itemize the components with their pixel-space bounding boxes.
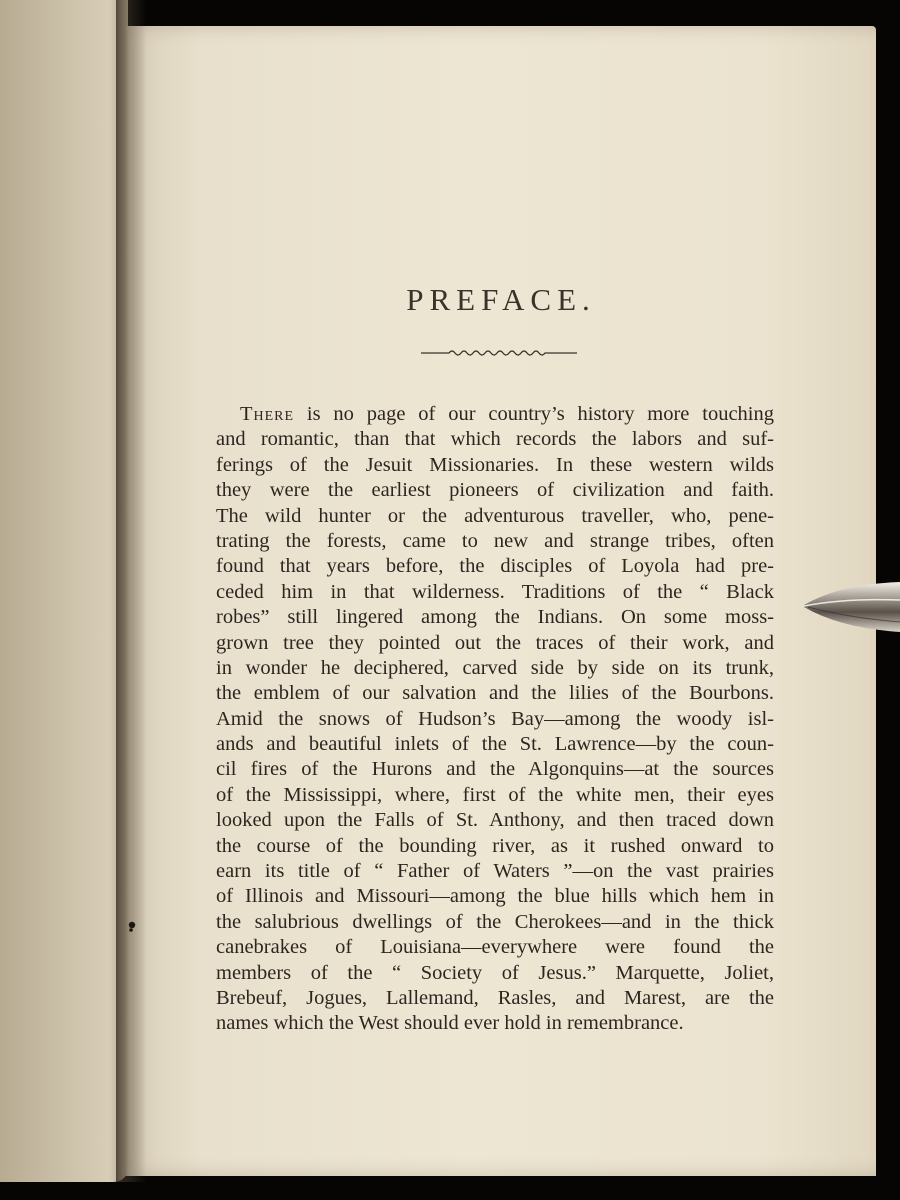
- text-line: ands and beautiful inlets of the St. Lawrence—by the coun-: [216, 733, 774, 756]
- text-line: they were the earliest pioneers of civilization and faith.: [216, 479, 774, 502]
- text-line: the salubrious dwellings of the Cherokees—and in the thick: [216, 910, 774, 933]
- text-line: found that years before, the disciples of Loyola had pre-: [216, 555, 774, 578]
- text-line: earn its title of “ Father of Waters ”—on the vast prairies: [216, 860, 774, 883]
- text-line: ceded him in that wilderness. Traditions of the “ Black: [216, 580, 774, 603]
- text-line: of Illinois and Missouri—among the blue hills which hem in: [216, 885, 774, 908]
- book-gutter: [116, 0, 146, 1182]
- text-line: There is no page of our country’s history more touching: [240, 403, 774, 425]
- text-line: cil fires of the Hurons and the Algonquins—at the sources: [216, 758, 774, 781]
- text-line: robes” still lingered among the Indians. On some moss-: [216, 606, 774, 629]
- text-line: Brebeuf, Jogues, Lallemand, Rasles, and Marest, are the: [216, 986, 774, 1009]
- page-marks: [126, 620, 166, 960]
- text-line: in wonder he deciphered, carved side by side on its trunk,: [216, 656, 774, 679]
- text-line: and romantic, than that which records the labors and suf-: [216, 428, 774, 451]
- text-line: the emblem of our salvation and the lilies of the Bourbons.: [216, 682, 774, 705]
- text-line: ferings of the Jesuit Missionaries. In these western wilds: [216, 453, 774, 476]
- text-line: members of the “ Society of Jesus.” Marquette, Joliet,: [216, 961, 774, 984]
- drop-word: There: [240, 403, 295, 425]
- text-line: the course of the bounding river, as it rushed onward to: [216, 834, 774, 857]
- page-title: PREFACE.: [406, 282, 596, 317]
- text-line: of the Mississippi, where, first of the white men, their eyes: [216, 783, 774, 806]
- wavy-rule-icon: [421, 346, 577, 360]
- text-line: canebrakes of Louisiana—everywhere were found the: [216, 936, 774, 959]
- text-line: names which the West should ever hold in remembrance.: [216, 1012, 684, 1035]
- text-line: trating the forests, came to new and strange tribes, often: [216, 529, 774, 552]
- text-line: The wild hunter or the adventurous traveller, who, pene-: [216, 504, 774, 527]
- facing-page: [0, 0, 128, 1182]
- text-line: looked upon the Falls of St. Anthony, and then traced down: [216, 809, 774, 832]
- text-line: Amid the snows of Hudson’s Bay—among the woody isl-: [216, 707, 774, 730]
- pen-tip-icon: [800, 576, 900, 638]
- text-line: grown tree they pointed out the traces of their work, and: [216, 631, 774, 654]
- preface-body: [216, 402, 774, 1037]
